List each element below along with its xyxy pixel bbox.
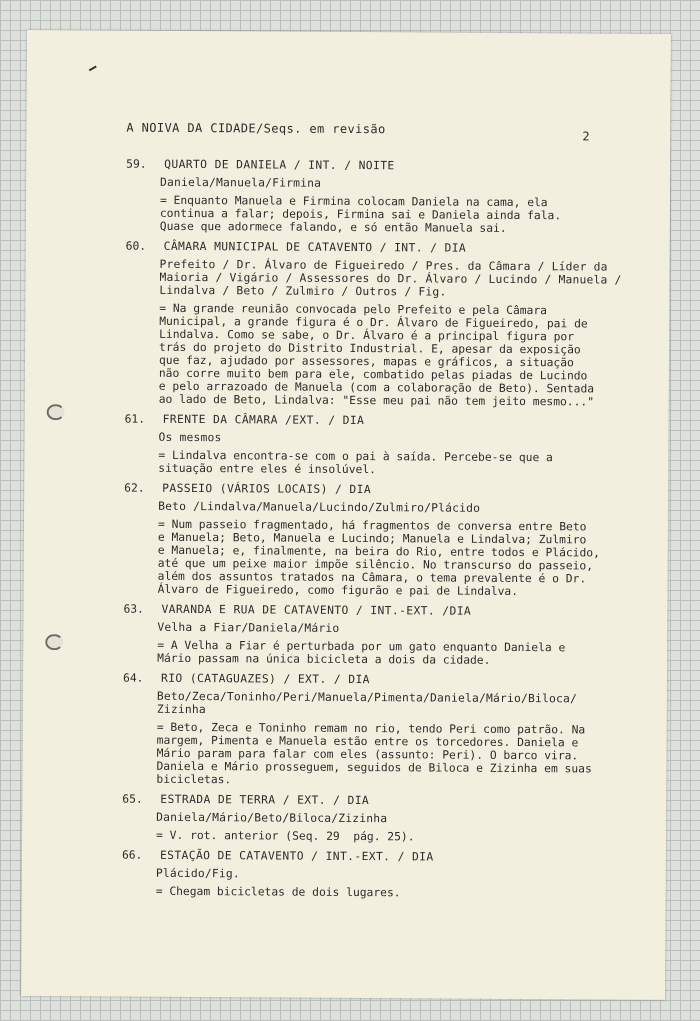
cast-line: Lindalva / Beto / Zulmiro / Outros / Fig. bbox=[159, 283, 447, 299]
scene-heading bbox=[123, 603, 643, 619]
scene-description bbox=[157, 639, 643, 668]
description-line: continua a falar; depois, Firmina sai e Daniela ainda fala. bbox=[159, 206, 562, 223]
cast-line: Zizinha bbox=[156, 702, 206, 717]
scene-entry bbox=[126, 158, 646, 236]
scene-heading bbox=[123, 672, 643, 688]
punch-hole-icon bbox=[47, 404, 65, 420]
description-line: = V. rot. anterior (Seq. 29 pág. 25). bbox=[156, 828, 415, 844]
scene-number: 60. bbox=[125, 239, 147, 253]
cast-line: Maioria / Vigário / Assessores do Dr. Álvaro / Lucindo / Manuela / bbox=[159, 270, 622, 287]
scene-entry bbox=[124, 482, 645, 599]
scene-description bbox=[158, 518, 644, 599]
page-header: A NOIVA DA CIDADE/Seqs. em revisão bbox=[126, 120, 386, 137]
punch-hole-icon bbox=[45, 634, 63, 650]
description-line: situação entre eles é insolúvel. bbox=[158, 461, 377, 477]
scene-description bbox=[158, 449, 644, 478]
description-line: e Manuela; Beto, Manuela e Lucindo; Manuela e Lindalva; Zulmiro bbox=[157, 530, 587, 547]
scene-description bbox=[160, 194, 646, 236]
description-line: não corre muito bem para ele, combatido pelas piadas de Lucindo bbox=[158, 366, 588, 383]
cast-line: Plácido/Fig. bbox=[155, 866, 240, 881]
scene-heading bbox=[122, 793, 642, 809]
scene-heading bbox=[126, 240, 646, 256]
description-line: = Na grande reunião convocada pelo Prefeito e pela Câmara bbox=[159, 301, 548, 318]
scene-number: 64. bbox=[123, 671, 144, 685]
description-line: Álvaro de Figueiredo, como figurão e pai de Lindalva. bbox=[157, 582, 519, 599]
scene-cast bbox=[160, 176, 646, 192]
scene-number: 61. bbox=[124, 412, 146, 426]
scene-title: VARANDA E RUA DE CATAVENTO / INT.-EXT. /DIA bbox=[161, 602, 472, 618]
description-line: que faz, ajudado por assessores, mapas e gráficos, a situação bbox=[158, 353, 574, 370]
description-line: além dos assuntos tratados na Câmara, o tema prevalente é o Dr. bbox=[157, 569, 587, 586]
scene-cast bbox=[157, 621, 643, 637]
description-line: Municipal, a grande figura é o Dr. Álvaro de Figueiredo, pai de bbox=[159, 314, 588, 331]
scene-entry bbox=[125, 240, 646, 409]
scene-cast bbox=[158, 500, 644, 516]
scene-description bbox=[159, 302, 646, 409]
scene-number: 59. bbox=[126, 157, 147, 171]
description-line: e Manuela; e, finalmente, na beira do Rio, entre todos e Plácido, bbox=[157, 543, 600, 560]
script-page bbox=[21, 30, 671, 1000]
scene-number: 66. bbox=[121, 848, 143, 862]
scene-description bbox=[156, 829, 642, 845]
scene-number: 63. bbox=[123, 602, 144, 616]
scene-cast bbox=[159, 258, 645, 300]
scene-title: FRENTE DA CÂMARA /EXT. / DIA bbox=[162, 412, 365, 428]
scene-title: ESTAÇÃO DE CATAVENTO / INT.-EXT. / DIA bbox=[159, 848, 434, 864]
cast-line: Velha a Fiar/Daniela/Mário bbox=[157, 620, 340, 635]
description-line: Daniela e Mário prosseguem, seguidos de Biloca e Zizinha em suas bbox=[156, 759, 592, 776]
scene-entry bbox=[122, 793, 642, 845]
description-line: e pelo arrazoado de Manuela (com a colaboração de Beto). Sentada bbox=[158, 379, 595, 396]
scene-list bbox=[122, 158, 647, 908]
cast-line: Daniela/Manuela/Firmina bbox=[160, 175, 322, 190]
description-line: margem, Pimenta e Manuela estão entre os torcedores. Daniela e bbox=[156, 733, 579, 750]
scene-title: RIO (CATAGUAZES) / EXT. / DIA bbox=[161, 671, 370, 687]
description-line: Quase que adormece falando, e só então Manuela sai. bbox=[159, 219, 507, 235]
scene-entry bbox=[123, 603, 643, 668]
scene-number: 65. bbox=[122, 792, 143, 806]
scene-number: 62. bbox=[124, 481, 145, 495]
scene-cast bbox=[157, 690, 643, 719]
cast-line: Daniela/Mário/Beto/Biloca/Zizinha bbox=[156, 810, 388, 826]
description-line: Lindalva. Como se sabe, o Dr. Álvaro é a principal figura por bbox=[159, 327, 575, 344]
page-number: 2 bbox=[582, 129, 590, 144]
scene-title: CÂMARA MUNICIPAL DE CATAVENTO / INT. / DIA bbox=[163, 239, 467, 255]
scene-cast bbox=[158, 431, 644, 447]
description-line: = Chegam bicicletas de dois lugares. bbox=[155, 884, 401, 900]
description-line: bicicletas. bbox=[156, 772, 232, 787]
pen-mark bbox=[89, 66, 97, 72]
description-line: ao lado de Beto, Lindalva: "Esse meu pai não tem jeito mesmo..." bbox=[158, 392, 595, 409]
cast-line: Beto /Lindalva/Manuela/Lucindo/Zulmiro/Plácido bbox=[158, 499, 481, 515]
scene-heading bbox=[122, 849, 642, 865]
scene-heading bbox=[125, 413, 645, 429]
cast-line: Os mesmos bbox=[158, 430, 222, 445]
scene-description bbox=[156, 885, 642, 901]
description-line: = A Velha a Fiar é perturbada por um gato enquanto Daniela e bbox=[157, 638, 566, 655]
scene-heading bbox=[126, 158, 646, 174]
description-line: Mário param para falar com eles (assunto: Peri). O barco vira. bbox=[156, 746, 579, 763]
description-line: = Num passeio fragmentado, há fragmentos de conversa entre Beto bbox=[157, 517, 587, 534]
scene-entry bbox=[122, 672, 643, 789]
scene-entry bbox=[122, 849, 642, 901]
scene-title: ESTRADA DE TERRA / EXT. / DIA bbox=[160, 792, 370, 808]
scene-heading bbox=[124, 482, 644, 498]
scene-title: PASSEIO (VÁRIOS LOCAIS) / DIA bbox=[162, 481, 372, 497]
description-line: = Beto, Zeca e Toninho remam no rio, tendo Peri como patrão. Na bbox=[156, 720, 586, 737]
description-line: Mário passam na única bicicleta a dois da cidade. bbox=[157, 651, 491, 667]
scene-title: QUARTO DE DANIELA / INT. / NOITE bbox=[164, 157, 395, 173]
description-line: até que um peixe maior impõe silêncio. No transcurso do passeio, bbox=[157, 556, 594, 573]
scene-entry bbox=[124, 413, 644, 478]
scene-cast bbox=[156, 811, 642, 827]
cast-line: Prefeito / Dr. Álvaro de Figueiredo / Pres. da Câmara / Líder da bbox=[159, 257, 608, 274]
description-line: = Enquanto Manuela e Firmina colocam Daniela na cama, ela bbox=[159, 193, 548, 210]
description-line: trás do projeto do Distrito Industrial. E, apesar da exposição bbox=[159, 340, 581, 357]
description-line: = Lindalva encontra-se com o pai à saída. Percebe-se que a bbox=[158, 448, 553, 465]
scene-description bbox=[156, 721, 642, 789]
cast-line: Beto/Zeca/Toninho/Peri/Manuela/Pimenta/Daniela/Mário/Biloca/ bbox=[156, 689, 578, 706]
scene-cast bbox=[156, 867, 642, 883]
